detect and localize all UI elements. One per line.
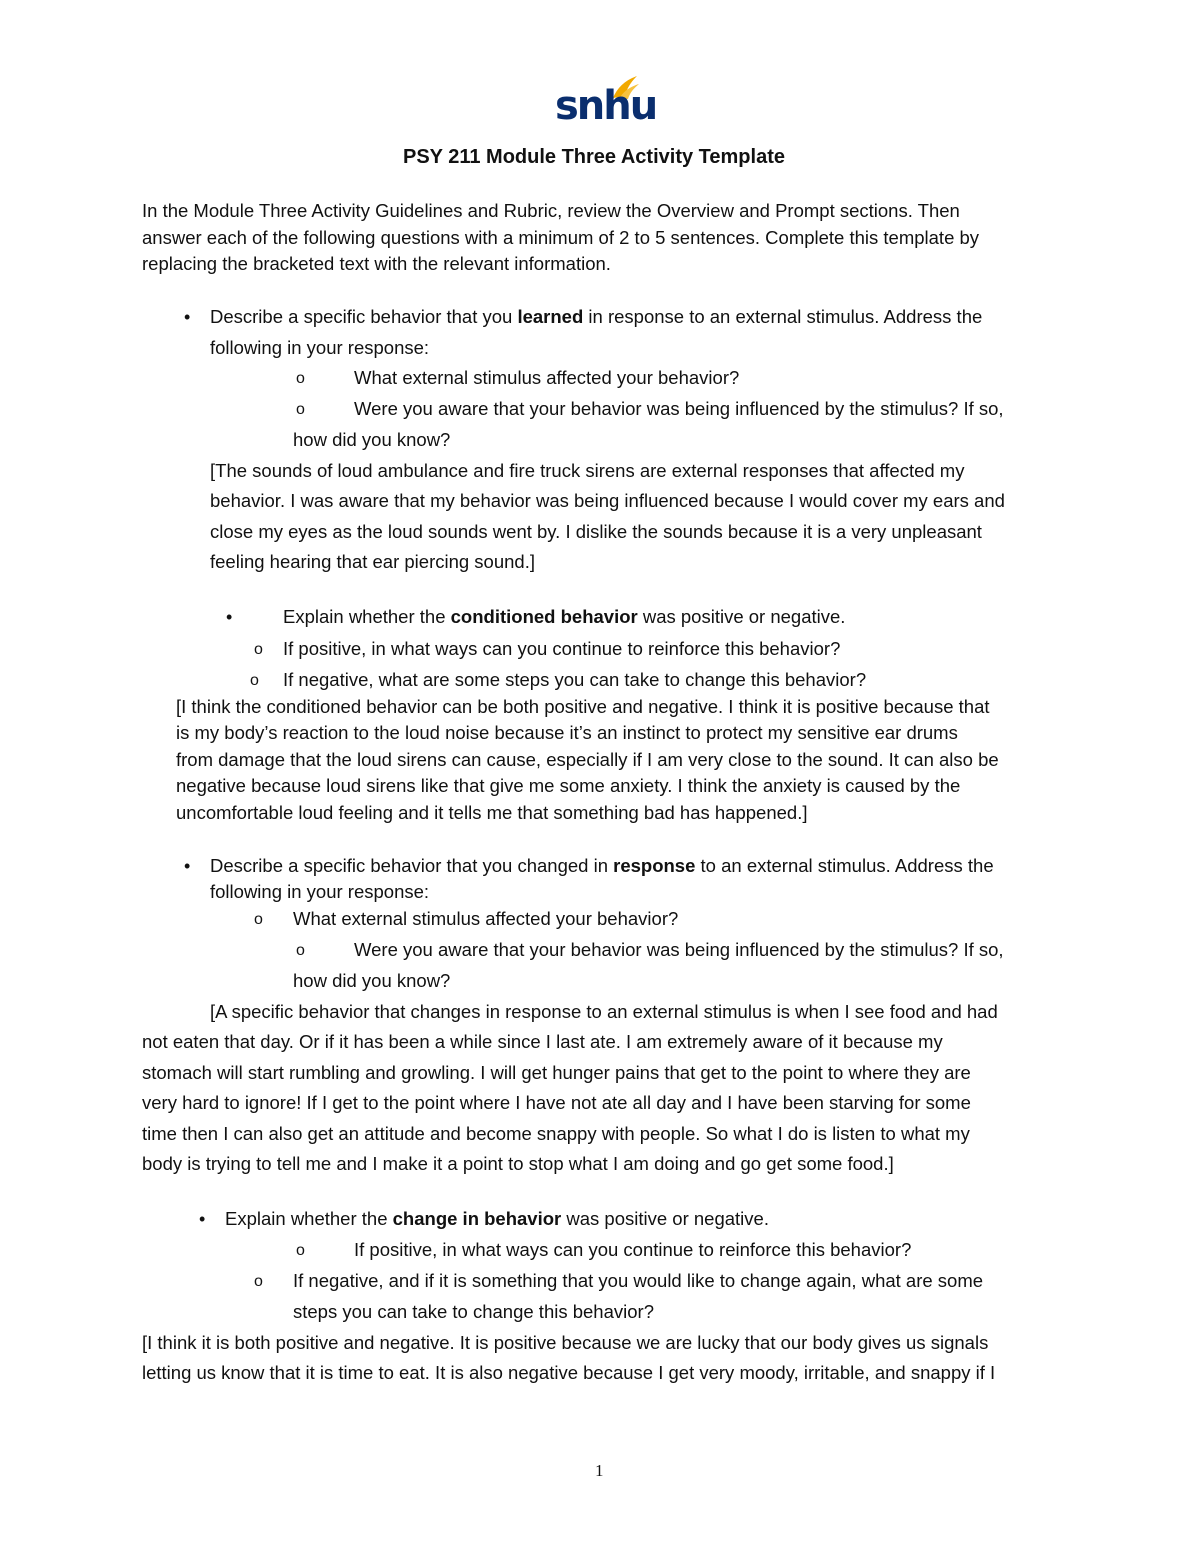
bullet-marker: •: [199, 1209, 206, 1229]
question-1-sub: Were you aware that your behavior was being influenced by the stimulus? If so,: [354, 398, 1004, 419]
answer-2-line: is my body’s reaction to the loud noise because it’s an instinct to protect my sensitive ear drums: [176, 722, 958, 743]
question-4-sub: If positive, in what ways can you continue to reinforce this behavior?: [354, 1239, 912, 1260]
answer-3-line: very hard to ignore! If I get to the point where I have not ate all day and I have been starving for some: [142, 1092, 971, 1113]
page-number: 1: [595, 1461, 604, 1480]
question-3-sub: What external stimulus affected your behavior?: [293, 908, 679, 929]
question-3-line: Describe a specific behavior that you changed in response to an external stimulus. Address the: [210, 855, 994, 876]
logo-wordmark: snhu: [555, 83, 657, 129]
sub-bullet-marker: o: [296, 942, 305, 959]
question-4-line: Explain whether the change in behavior was positive or negative.: [225, 1208, 769, 1229]
bullet-marker: •: [184, 856, 191, 876]
sub-bullet-marker: o: [254, 1273, 263, 1290]
answer-3-line: time then I can also get an attitude and become snappy with people. So what I do is listen to what my: [142, 1123, 970, 1144]
answer-1-line: [The sounds of loud ambulance and fire truck sirens are external responses that affected my: [210, 460, 965, 481]
intro-line: In the Module Three Activity Guidelines and Rubric, review the Overview and Prompt sections. Then: [142, 200, 960, 221]
answer-3-line: not eaten that day. Or if it has been a while since I last ate. I am extremely aware of it because my: [142, 1031, 943, 1052]
answer-3-line: body is trying to tell me and I make it a point to stop what I am doing and go get some food.]: [142, 1153, 894, 1174]
answer-4-line: letting us know that it is time to eat. It is also negative because I get very moody, irritable, and snappy if I: [142, 1362, 996, 1383]
snhu-logo: [555, 72, 657, 134]
answer-2-line: negative because loud sirens like that give me some anxiety. I think the anxiety is caused by the: [176, 775, 961, 796]
answer-4-line: [I think it is both positive and negative. It is positive because we are lucky that our body gives us signals: [142, 1332, 989, 1353]
sub-bullet-marker: o: [250, 672, 259, 689]
question-2-sub: If negative, what are some steps you can take to change this behavior?: [283, 669, 867, 690]
answer-2-line: [I think the conditioned behavior can be both positive and negative. I think it is positive because that: [176, 696, 990, 717]
sub-bullet-marker: o: [254, 911, 263, 928]
sub-bullet-marker: o: [296, 1242, 305, 1259]
question-3-sub: Were you aware that your behavior was being influenced by the stimulus? If so,: [354, 939, 1004, 960]
answer-1-line: feeling hearing that ear piercing sound.]: [210, 551, 535, 572]
intro-line: answer each of the following questions with a minimum of 2 to 5 sentences. Complete this template by: [142, 227, 980, 248]
question-2-sub: If positive, in what ways can you continue to reinforce this behavior?: [283, 638, 841, 659]
answer-2-line: from damage that the loud sirens can cause, especially if I am very close to the sound. It can also be: [176, 749, 999, 770]
answer-1-line: close my eyes as the loud sounds went by. I dislike the sounds because it is a very unpleasant: [210, 521, 982, 542]
question-1-line: following in your response:: [210, 337, 430, 358]
sub-bullet-marker: o: [296, 401, 305, 418]
question-1-sub: how did you know?: [293, 429, 451, 450]
bullet-marker: •: [184, 307, 191, 327]
question-1-sub: What external stimulus affected your behavior?: [354, 367, 740, 388]
sub-bullet-marker: o: [296, 370, 305, 387]
question-4-sub: steps you can take to change this behavior?: [293, 1301, 654, 1322]
question-2-line: Explain whether the conditioned behavior was positive or negative.: [283, 606, 846, 627]
answer-3-line: stomach will start rumbling and growling. I will get hunger pains that get to the point to where they are: [142, 1062, 971, 1083]
bullet-marker: •: [226, 607, 233, 627]
answer-3-line: [A specific behavior that changes in response to an external stimulus is when I see food and had: [210, 1001, 998, 1022]
sub-bullet-marker: o: [254, 641, 263, 658]
answer-1-line: behavior. I was aware that my behavior was being influenced because I would cover my ears and: [210, 490, 1005, 511]
question-3-line: following in your response:: [210, 881, 430, 902]
question-3-sub: how did you know?: [293, 970, 451, 991]
answer-2-line: uncomfortable loud feeling and it tells me that something bad has happened.]: [176, 802, 808, 823]
intro-line: replacing the bracketed text with the relevant information.: [142, 253, 611, 274]
question-4-sub: If negative, and if it is something that you would like to change again, what are some: [293, 1270, 984, 1291]
page-title: PSY 211 Module Three Activity Template: [403, 146, 785, 168]
question-1-line: Describe a specific behavior that you learned in response to an external stimulus. Address the: [210, 306, 983, 327]
